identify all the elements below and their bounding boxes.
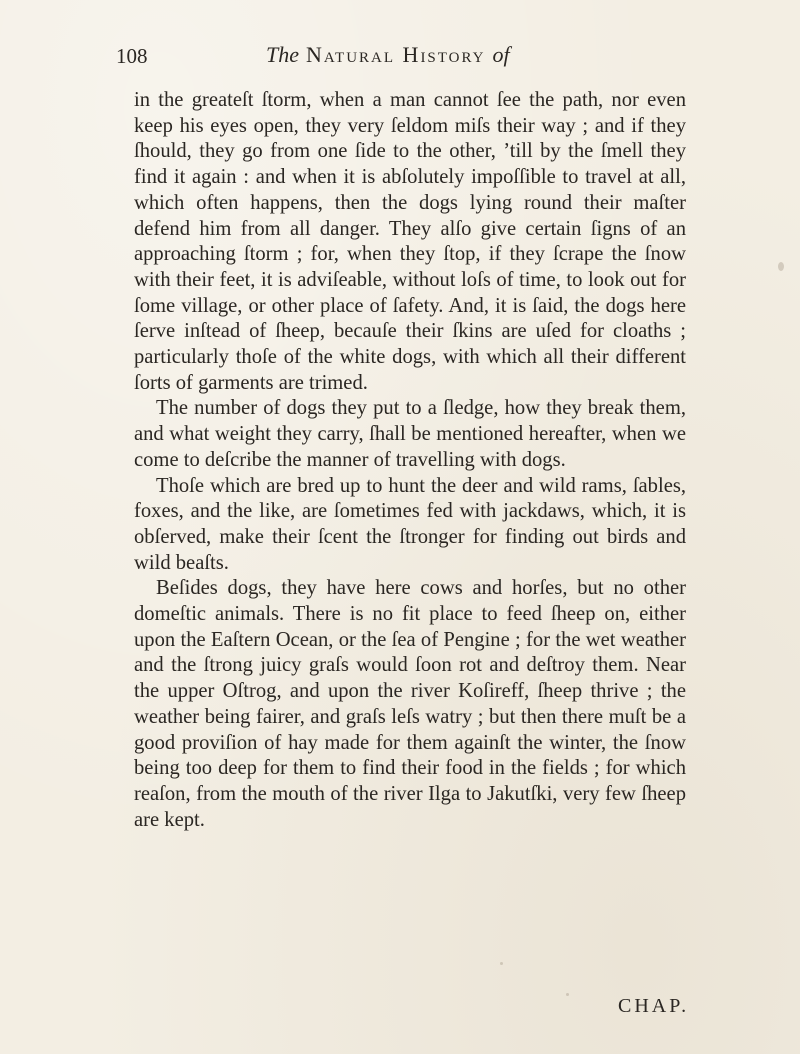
paper-blemish <box>500 962 503 965</box>
running-head-of: of <box>492 42 510 67</box>
paragraph-1: in the greateſt ſtorm, when a man cannot ſee the path, nor even keep his eyes open, they very ſeldom miſs their way ; and if they ſhould, they go from one ſide to the other, ’till by the ſmell they find it again : and when it is abſolutely impoſſible to travel at all, which often happens, then the dogs lying round their maſter defend him from all danger. They alſo give certain ſigns of an approaching ſtorm ; for, when they ſtop, if they ſcrape the ſnow with their feet, it is adviſeable, without loſs of time, to look out for ſome village, or other place of ſafety. And, it is ſaid, the dogs here ſerve inſtead of ſheep, becauſe their ſkins are uſed for cloaths ; particularly thoſe of the white dogs, with which all their different ſorts of garments are trimed. <box>134 89 686 394</box>
running-head <box>266 42 510 68</box>
catchword: CHAP. <box>618 995 690 1017</box>
paragraph-4: Beſides dogs, they have here cows and horſes, but no other domeſtic animals. There is no fit place to feed ſheep on, either upon the Eaſtern Ocean, or the ſea of Pengine ; for the wet weather and the ſtrong juicy graſs would ſoon rot and deſtroy them. Near the upper Oſtrog, and upon the river Koſireff, ſheep thrive ; the weather being fairer, and graſs leſs watry ; but then there muſt be a good proviſion of hay made for them againſt the winter, the ſnow being too deep for them to find their food in the fields ; for which reaſon, from the mouth of the river Ilga to Jakutſki, very few ſheep are kept. <box>134 577 686 831</box>
paragraph-2: The number of dogs they put to a ſledge, how they break them, and what weight they carry, ſhall be mentioned hereafter, when we come to deſcribe the manner of travelling with dogs. <box>134 397 686 471</box>
paragraph-3: Thoſe which are bred up to hunt the deer and wild rams, ſables, foxes, and the like, are ſometimes fed with jackdaws, which, it is obſerved, make their ſcent the ſtronger for finding out birds and wild beaſts. <box>134 474 686 574</box>
running-head-natural-history: Natural History <box>306 42 486 67</box>
page-number: 108 <box>116 44 148 68</box>
page-header <box>116 40 686 80</box>
running-head-the: The <box>266 42 299 67</box>
paper-blemish <box>566 993 569 996</box>
body-text <box>134 88 686 833</box>
paper-blemish <box>778 262 784 271</box>
